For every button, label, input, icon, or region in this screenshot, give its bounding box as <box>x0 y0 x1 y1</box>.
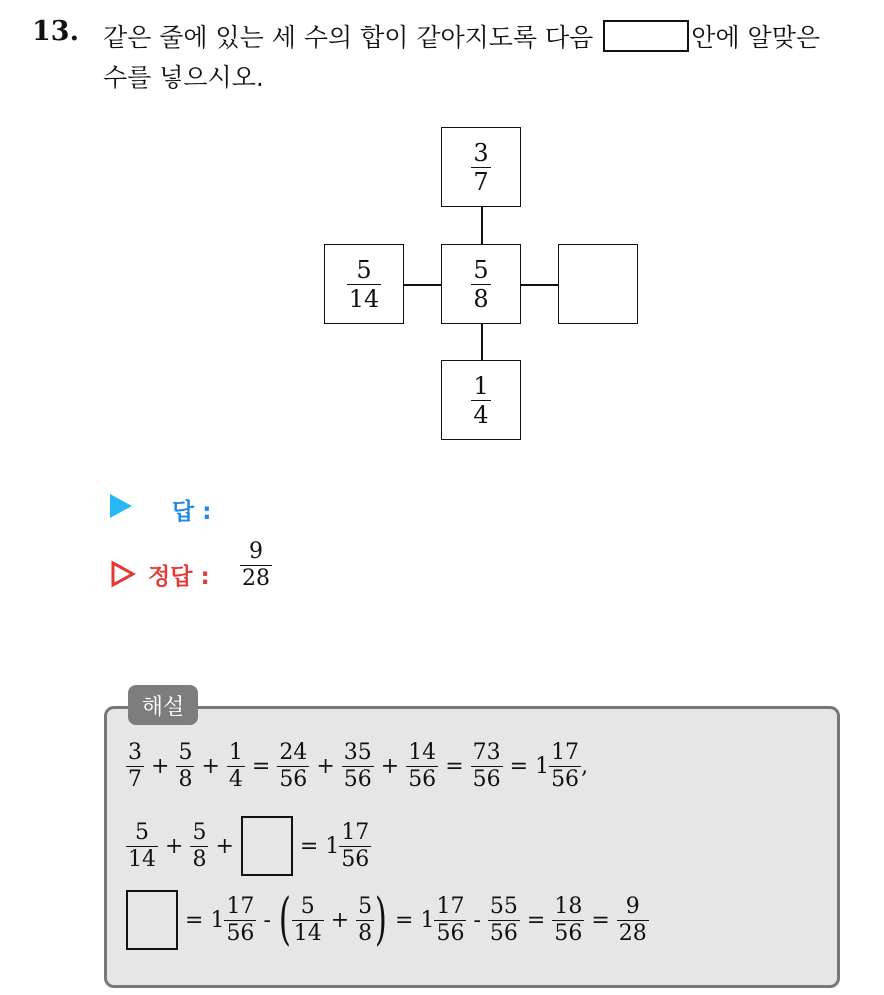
fraction <box>190 819 208 872</box>
denominator: 8 <box>358 920 373 946</box>
solution-tag: 해설 <box>128 685 198 725</box>
denominator: 14 <box>293 920 322 946</box>
open-paren: ( <box>278 887 291 952</box>
denominator: 56 <box>554 920 583 946</box>
numerator: 5 <box>178 740 193 765</box>
denominator: 56 <box>472 767 501 792</box>
question-text-after-box: 안에 알맞은 <box>691 23 820 52</box>
fraction <box>488 893 520 946</box>
solution-fraction <box>552 893 584 946</box>
solution-fraction <box>471 742 503 791</box>
whole-number: 1 <box>420 907 435 933</box>
numerator: 5 <box>358 893 373 919</box>
answer-label: 답 : <box>172 499 212 525</box>
solution-fraction <box>176 742 194 791</box>
operator: = <box>509 754 529 779</box>
box-right-empty <box>558 244 638 324</box>
connector-top <box>481 206 483 244</box>
answer-arrow-icon <box>110 494 132 518</box>
numerator: 5 <box>300 893 315 919</box>
operator: - <box>473 907 481 933</box>
fraction <box>126 819 158 872</box>
numerator: 17 <box>551 740 580 765</box>
numerator: 35 <box>343 740 372 765</box>
solution-row-2 <box>126 816 371 876</box>
fraction <box>342 742 374 791</box>
denominator: 56 <box>279 767 308 792</box>
question-line-2: 수를 넣으시오. <box>103 63 264 92</box>
solution-fraction <box>342 742 374 791</box>
whole-number: 1 <box>535 754 550 779</box>
denominator: 56 <box>408 767 437 792</box>
denominator: 4 <box>228 767 243 792</box>
fraction <box>277 742 309 791</box>
numerator: 14 <box>408 740 437 765</box>
operator: , <box>581 754 589 779</box>
denominator: 8 <box>192 846 207 872</box>
solution-fraction <box>277 742 309 791</box>
operator: + <box>316 754 335 779</box>
denominator: 56 <box>436 920 465 946</box>
denominator: 56 <box>489 920 518 946</box>
fraction <box>617 893 649 946</box>
box-left-numerator: 5 <box>356 255 372 284</box>
operator: = <box>395 907 414 933</box>
fraction <box>356 893 374 946</box>
operator: - <box>263 907 271 933</box>
solution-row-3 <box>126 887 649 952</box>
operator: = <box>591 907 610 933</box>
numerator: 17 <box>341 819 370 845</box>
connector-right <box>521 284 559 286</box>
box-top <box>441 127 521 207</box>
operator: + <box>165 833 184 859</box>
unknown-box <box>241 816 293 876</box>
whole-number: 1 <box>210 907 225 933</box>
fraction <box>552 893 584 946</box>
solution-fraction <box>535 742 581 791</box>
correct-answer-arrow-icon <box>110 560 136 588</box>
operator: + <box>380 754 400 779</box>
box-center-numerator: 5 <box>473 255 489 284</box>
solution-fraction <box>488 893 520 946</box>
solution-fraction <box>190 819 208 872</box>
numerator: 9 <box>625 893 640 919</box>
answer-blank-box <box>603 20 689 52</box>
denominator: 14 <box>128 846 156 872</box>
whole-number: 1 <box>325 833 340 859</box>
box-left <box>324 244 404 324</box>
fraction <box>406 742 438 791</box>
operator: + <box>215 833 234 859</box>
box-bottom <box>441 360 521 440</box>
fraction <box>549 742 581 791</box>
fraction <box>434 893 466 946</box>
numerator: 5 <box>135 819 149 845</box>
solution-fraction <box>325 819 371 872</box>
box-center <box>441 244 521 324</box>
box-bottom-numerator: 1 <box>473 371 489 400</box>
solution-fraction <box>356 893 374 946</box>
solution-fraction <box>617 893 649 946</box>
denominator: 8 <box>178 767 193 792</box>
solution-fraction <box>126 742 144 791</box>
fraction <box>339 819 371 872</box>
solution-fraction <box>292 893 324 946</box>
solution-fraction <box>210 893 256 946</box>
denominator: 56 <box>341 846 370 872</box>
box-top-denominator: 7 <box>473 167 489 196</box>
fraction <box>292 893 324 946</box>
operator: + <box>151 754 170 779</box>
numerator: 1 <box>228 740 243 765</box>
solution-row-1 <box>126 742 588 791</box>
solution-fraction <box>406 742 438 791</box>
numerator: 3 <box>128 740 142 765</box>
operator: = <box>185 907 204 933</box>
operator: + <box>201 754 220 779</box>
operator: = <box>445 754 464 779</box>
operator: = <box>251 754 271 779</box>
operator: = <box>299 833 319 859</box>
correct-answer-label: 정답 : <box>148 564 210 590</box>
operator: = <box>526 907 546 933</box>
fraction <box>227 742 245 791</box>
operator: + <box>330 907 350 933</box>
numerator: 24 <box>279 740 308 765</box>
unknown-box <box>126 890 178 950</box>
close-paren: ) <box>375 887 388 952</box>
connector-bottom <box>481 323 483 361</box>
correct-answer-denominator: 28 <box>242 566 270 591</box>
numerator: 5 <box>192 819 207 845</box>
question-number: 13. <box>32 16 79 47</box>
denominator: 56 <box>343 767 372 792</box>
solution-fraction <box>420 893 466 946</box>
fraction <box>176 742 194 791</box>
correct-answer-value <box>240 541 272 590</box>
correct-answer-numerator: 9 <box>249 539 263 564</box>
solution-fraction <box>227 742 245 791</box>
fraction <box>224 893 256 946</box>
question-text-before-box: 같은 줄에 있는 세 수의 합이 같아지도록 다음 <box>103 23 594 52</box>
numerator: 55 <box>489 893 518 919</box>
denominator: 56 <box>226 920 255 946</box>
denominator: 56 <box>551 767 580 792</box>
solution-fraction <box>126 819 158 872</box>
box-left-denominator: 14 <box>348 284 380 313</box>
question-line-1 <box>103 18 820 54</box>
numerator: 18 <box>554 893 583 919</box>
box-top-numerator: 3 <box>473 138 489 167</box>
fraction <box>126 742 144 791</box>
denominator: 28 <box>618 920 647 946</box>
numerator: 17 <box>436 893 465 919</box>
connector-left <box>404 284 442 286</box>
box-bottom-denominator: 4 <box>473 400 489 429</box>
fraction <box>471 742 503 791</box>
box-center-denominator: 8 <box>473 284 489 313</box>
numerator: 17 <box>226 893 255 919</box>
denominator: 7 <box>128 767 142 792</box>
numerator: 73 <box>472 740 501 765</box>
